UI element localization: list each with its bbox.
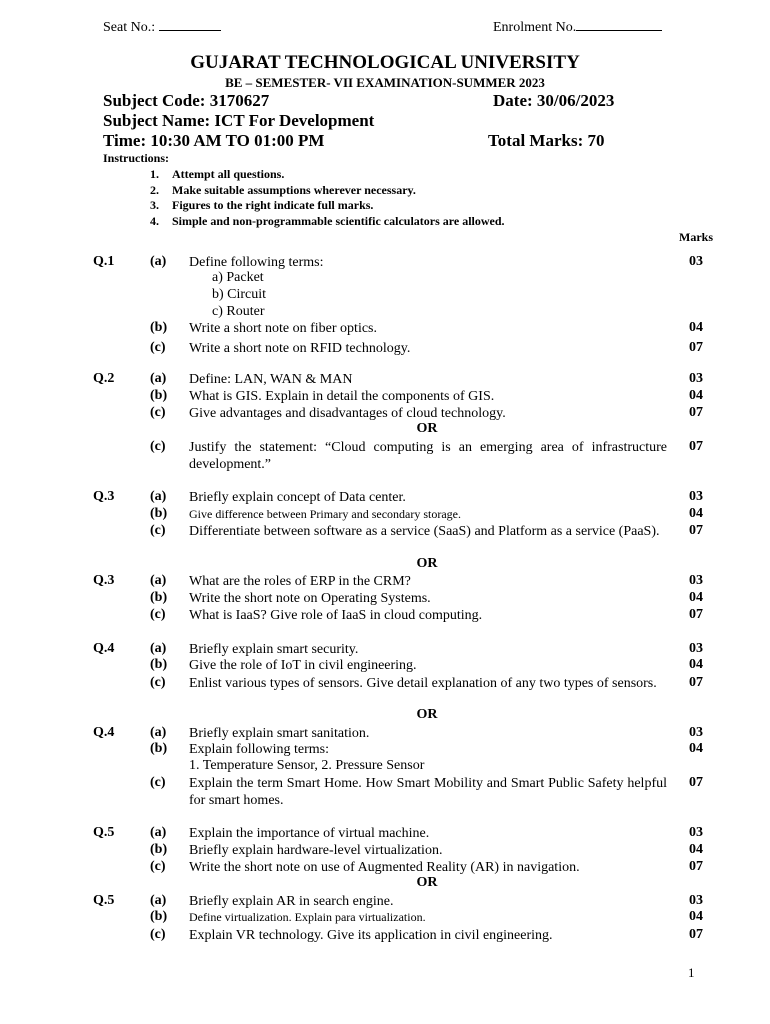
question-text: Explain VR technology. Give its application in civil engineering.: [189, 928, 553, 943]
question-number: Q.4: [93, 725, 115, 740]
enrolment-number-blank: [576, 18, 662, 31]
question-text: Define following terms:: [189, 255, 324, 270]
question-number: Q.2: [93, 371, 115, 386]
instruction-number: 4.: [150, 214, 159, 228]
question-text: What is GIS. Explain in detail the components of GIS.: [189, 389, 495, 404]
question-marks: 04: [689, 590, 703, 605]
question-text: Explain the importance of virtual machine.: [189, 826, 430, 841]
question-text: Give difference between Primary and secondary storage.: [189, 507, 461, 521]
question-number: Q.1: [93, 254, 115, 269]
question-number: Q.3: [93, 489, 115, 504]
question-marks: 04: [689, 842, 703, 857]
or-separator: OR: [416, 556, 438, 571]
question-text: Write a short note on fiber optics.: [189, 321, 377, 336]
exam-title: BE – SEMESTER- VII EXAMINATION-SUMMER 2023: [225, 75, 545, 90]
question-subline: 1. Temperature Sensor, 2. Pressure Sensor: [189, 758, 425, 773]
question-marks: 03: [689, 254, 703, 269]
question-part: (a): [150, 641, 167, 656]
question-marks: 07: [689, 405, 703, 420]
question-marks: 04: [689, 741, 703, 756]
question-marks: 07: [689, 859, 703, 874]
question-text: Define virtualization. Explain para virtualization.: [189, 910, 426, 924]
instruction-number: 1.: [150, 167, 159, 181]
question-part: (c): [150, 405, 166, 420]
instruction-text: Make suitable assumptions wherever necessary.: [172, 183, 416, 197]
seat-number-label: Seat No.:: [103, 20, 156, 35]
question-marks: 07: [689, 675, 703, 690]
or-separator: OR: [416, 707, 438, 722]
question-subitem: b) Circuit: [212, 287, 267, 302]
question-part: (a): [150, 893, 167, 908]
question-text: Give advantages and disadvantages of cloud technology.: [189, 406, 506, 421]
or-separator: OR: [416, 875, 438, 890]
question-marks: 07: [689, 927, 703, 942]
question-marks: 03: [689, 573, 703, 588]
enrolment-number-label: Enrolment No.: [493, 20, 577, 35]
question-marks: 07: [689, 523, 703, 538]
university-title: GUJARAT TECHNOLOGICAL UNIVERSITY: [190, 52, 580, 73]
question-marks: 04: [689, 506, 703, 521]
question-marks: 03: [689, 371, 703, 386]
question-part: (a): [150, 371, 167, 386]
question-part: (c): [150, 439, 166, 454]
question-text: Differentiate between software as a service (SaaS) and Platform as a service (PaaS).: [189, 524, 660, 539]
instructions-label: Instructions:: [103, 151, 170, 165]
subject-name: Subject Name: ICT For Development: [103, 111, 375, 130]
question-part: (c): [150, 775, 166, 790]
question-marks: 04: [689, 388, 703, 403]
question-text: Write the short note on use of Augmented Reality (AR) in navigation.: [189, 860, 580, 875]
question-text: Write the short note on Operating Systems.: [189, 591, 431, 606]
question-part: (b): [150, 842, 168, 857]
question-number: Q.4: [93, 641, 115, 656]
question-subitem: a) Packet: [212, 270, 264, 285]
question-marks: 07: [689, 340, 703, 355]
instruction-text: Simple and non-programmable scientific calculators are allowed.: [172, 214, 505, 228]
question-marks: 04: [689, 657, 703, 672]
question-part: (b): [150, 506, 168, 521]
question-marks: 04: [689, 909, 703, 924]
enrolment-number-field: [493, 18, 662, 36]
question-part: (b): [150, 590, 168, 605]
exam-date: Date: 30/06/2023: [493, 91, 615, 110]
question-text: What is IaaS? Give role of IaaS in cloud computing.: [189, 608, 483, 623]
instruction-text: Figures to the right indicate full marks.: [172, 198, 374, 212]
question-text: Write a short note on RFID technology.: [189, 341, 411, 356]
question-part: (a): [150, 573, 167, 588]
question-part: (b): [150, 741, 168, 756]
question-part: (b): [150, 320, 168, 335]
question-text: Explain the term Smart Home. How Smart Mobility and Smart Public Safety helpful for smart homes.: [189, 776, 667, 808]
question-marks: 03: [689, 641, 703, 656]
instruction-text: Attempt all questions.: [172, 167, 285, 181]
question-part: (c): [150, 927, 166, 942]
question-marks: 03: [689, 825, 703, 840]
question-text: Briefly explain hardware-level virtualization.: [189, 843, 443, 858]
question-text: Briefly explain AR in search engine.: [189, 894, 394, 909]
instruction-item: [150, 183, 416, 198]
question-marks: 03: [689, 489, 703, 504]
marks-column-header: Marks: [679, 230, 713, 244]
instruction-item: [150, 167, 284, 182]
question-part: (b): [150, 909, 168, 924]
question-part: (c): [150, 859, 166, 874]
question-text: Justify the statement: “Cloud computing is an emerging area of infrastructure development.”: [189, 440, 667, 472]
question-marks: 03: [689, 725, 703, 740]
question-part: (c): [150, 607, 166, 622]
page-number: 1: [688, 965, 695, 980]
question-text: Briefly explain smart security.: [189, 642, 359, 657]
question-part: (c): [150, 675, 166, 690]
question-text: Give the role of IoT in civil engineering.: [189, 658, 417, 673]
question-part: (a): [150, 254, 167, 269]
question-number: Q.3: [93, 573, 115, 588]
question-part: (a): [150, 725, 167, 740]
or-separator: OR: [416, 421, 438, 436]
instruction-item: [150, 198, 373, 213]
question-text: Briefly explain concept of Data center.: [189, 490, 406, 505]
question-part: (b): [150, 388, 168, 403]
question-part: (a): [150, 489, 167, 504]
seat-number-blank: [159, 18, 221, 31]
subject-code: Subject Code: 3170627: [103, 91, 270, 110]
question-number: Q.5: [93, 893, 115, 908]
question-marks: 07: [689, 775, 703, 790]
instruction-item: [150, 214, 505, 229]
instruction-number: 2.: [150, 183, 159, 197]
question-part: (c): [150, 340, 166, 355]
question-marks: 04: [689, 320, 703, 335]
question-marks: 07: [689, 607, 703, 622]
question-text: Define: LAN, WAN & MAN: [189, 372, 353, 387]
exam-time: Time: 10:30 AM TO 01:00 PM: [103, 131, 325, 150]
question-part: (a): [150, 825, 167, 840]
question-text: What are the roles of ERP in the CRM?: [189, 574, 411, 589]
question-text: Explain following terms:: [189, 742, 329, 757]
question-subitem: c) Router: [212, 304, 265, 319]
question-marks: 07: [689, 439, 703, 454]
question-part: (c): [150, 523, 166, 538]
seat-number-field: [103, 18, 221, 36]
question-number: Q.5: [93, 825, 115, 840]
question-text: Briefly explain smart sanitation.: [189, 726, 370, 741]
total-marks: Total Marks: 70: [488, 131, 605, 150]
question-marks: 03: [689, 893, 703, 908]
instruction-number: 3.: [150, 198, 159, 212]
question-part: (b): [150, 657, 168, 672]
question-text: Enlist various types of sensors. Give detail explanation of any two types of sensors.: [189, 676, 657, 691]
